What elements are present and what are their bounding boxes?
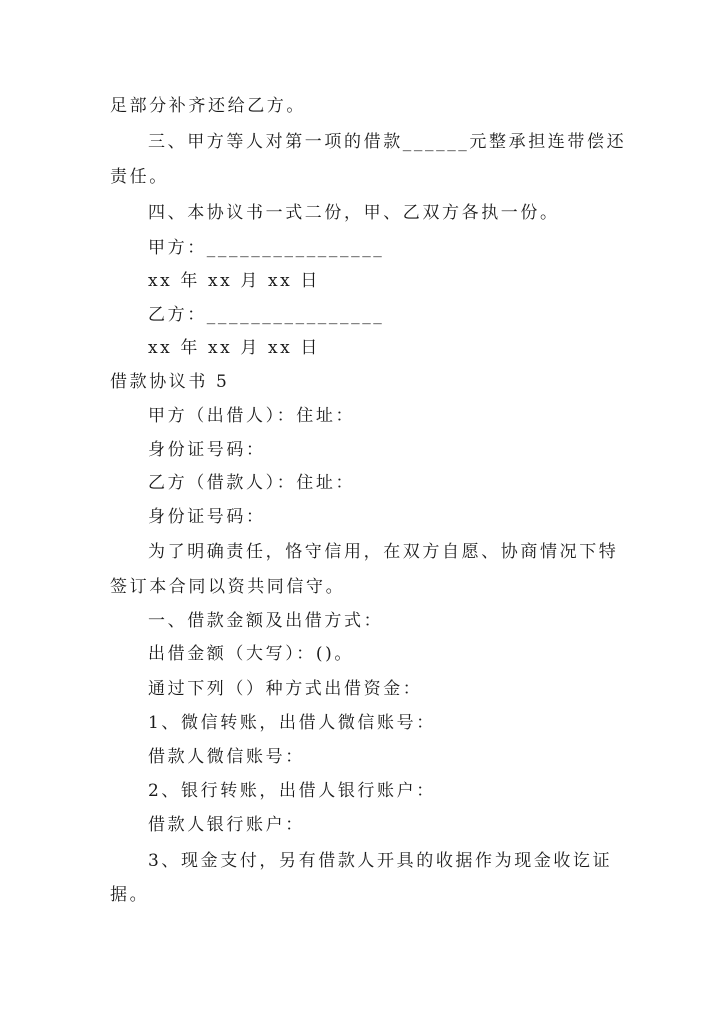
text-line: 据。 — [110, 885, 150, 905]
lending-method: 通过下列（）种方式出借资金： — [148, 679, 423, 699]
method-bank: 2、银行转账，出借人银行账户： — [148, 781, 436, 801]
date-line: xx 年 xx 月 xx 日 — [148, 271, 320, 291]
lender-id-number: 身份证号码： — [148, 440, 266, 460]
borrower-wechat: 借款人微信账号： — [148, 747, 305, 767]
party-a-signature: 甲方：________________ — [148, 238, 385, 258]
section-title: 借款协议书 5 — [110, 372, 230, 392]
loan-amount: 出借金额（大写）：()。 — [148, 644, 354, 664]
clause-three: 三、甲方等人对第一项的借款______元整承担连带偿还 — [148, 132, 627, 152]
borrower-id-number: 身份证号码： — [148, 507, 266, 527]
party-b-signature: 乙方：________________ — [148, 305, 385, 325]
text-line: 责任。 — [110, 167, 169, 187]
lender-address: 甲方（出借人）：住址： — [148, 406, 356, 426]
method-cash: 3、现金支付，另有借款人开具的收据作为现金收讫证 — [148, 851, 613, 871]
date-line: xx 年 xx 月 xx 日 — [148, 338, 320, 358]
borrower-address: 乙方（借款人）：住址： — [148, 473, 356, 493]
borrower-bank: 借款人银行账户： — [148, 815, 305, 835]
preamble: 为了明确责任，恪守信用，在双方自愿、协商情况下特 — [148, 542, 619, 562]
text-line: 足部分补齐还给乙方。 — [110, 96, 306, 116]
clause-four: 四、本协议书一式二份，甲、乙双方各执一份。 — [148, 203, 560, 223]
clause-one-heading: 一、借款金额及出借方式： — [148, 611, 384, 631]
preamble-continued: 签订本合同以资共同信守。 — [110, 577, 346, 597]
method-wechat: 1、微信转账，出借人微信账号： — [148, 713, 436, 733]
